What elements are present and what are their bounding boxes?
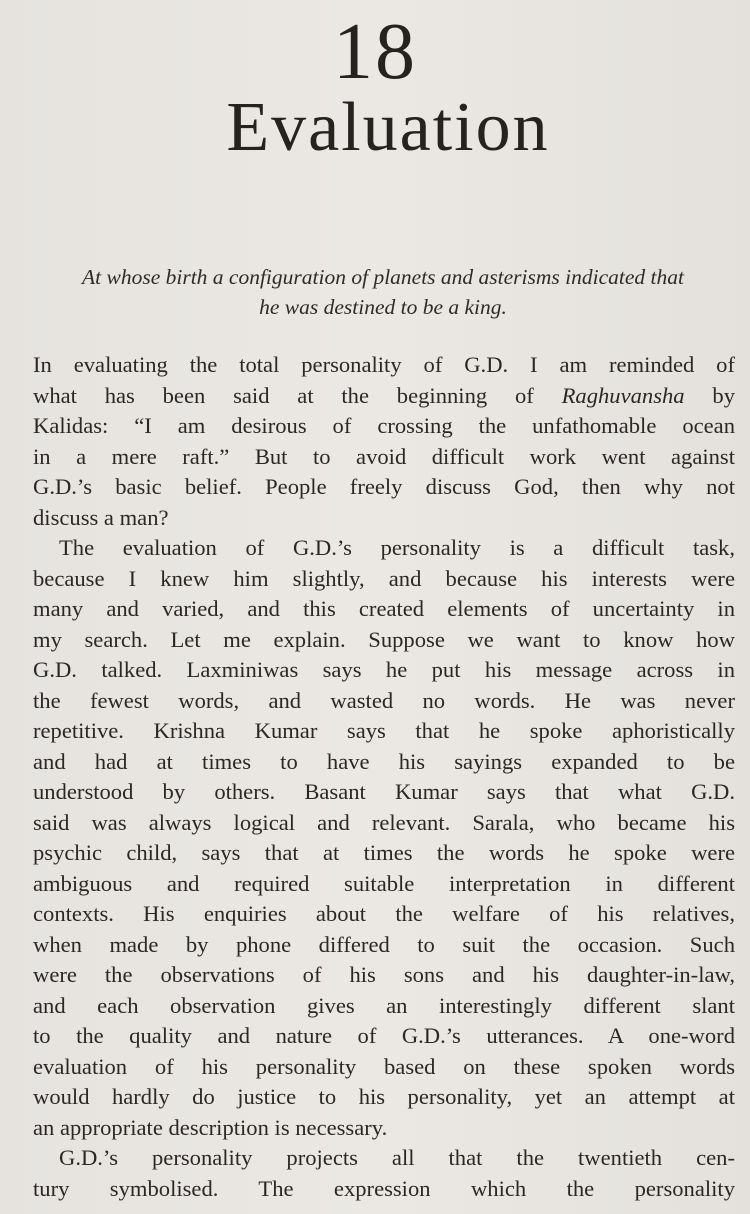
paragraph-2-line: to the quality and nature of G.D.’s utterances. A one-word (33, 1023, 735, 1048)
paragraph-2-line: contexts. His enquiries about the welfare of his relatives, (33, 901, 735, 926)
book-title-italic: Raghuvansha (561, 382, 685, 408)
paragraph-3-line: tury symbolised. The expression which the personality (33, 1175, 735, 1201)
paragraph-2-line: and had at times to have his sayings expanded to be (33, 748, 735, 774)
paragraph-2-line: and each observation gives an interestingly different slant (33, 992, 735, 1018)
body-text (33, 350, 735, 1204)
paragraph-1-line: In evaluating the total personality of G.D. I am reminded of (33, 352, 735, 377)
paragraph-1-line: Kalidas: “I am desirous of crossing the unfathomable ocean (33, 413, 735, 438)
paragraph-2-line: ambiguous and required suitable interpretation in different (33, 870, 735, 896)
chapter-title: Evaluation (226, 89, 550, 166)
paragraph-2-line: would hardly do justice to his personality, yet an attempt at (33, 1084, 735, 1109)
paragraph-2-line: were the observations of his sons and his daughter-in-law, (33, 962, 735, 987)
paragraph-3-line: G.D.’s personality projects all that the twentieth cen- (59, 1145, 735, 1170)
paragraph-2-line: G.D. talked. Laxminiwas says he put his message across in (33, 657, 735, 682)
epigraph-line: he was destined to be a king. (259, 295, 507, 319)
paragraph-2-line: psychic child, says that at times the words he spoke were (33, 840, 735, 865)
chapter-number: 18 (333, 8, 417, 96)
paragraph-1-line (33, 381, 735, 412)
paragraph-2-line: said was always logical and relevant. Sarala, who became his (33, 809, 735, 835)
paragraph-2-line: an appropriate description is necessary. (33, 1114, 388, 1140)
paragraph-2-line: when made by phone differed to suit the occasion. Such (33, 931, 735, 957)
paragraph-1-line: in a mere raft.” But to avoid difficult work went against (33, 443, 735, 469)
paragraph-2-line: my search. Let me explain. Suppose we want to know how (33, 626, 735, 652)
text-run: what has been said at the beginning of (33, 382, 562, 408)
text-run: by (684, 382, 735, 408)
paragraph-2-line: the fewest words, and wasted no words. He was never (33, 687, 735, 713)
epigraph (26, 262, 740, 322)
paragraph-1-line: discuss a man? (33, 504, 169, 530)
paragraph-2-line: The evaluation of G.D.’s personality is a difficult task, (59, 535, 735, 560)
paragraph-1-line: G.D.’s basic belief. People freely discuss God, then why not (33, 474, 735, 499)
epigraph-line: At whose birth a configuration of planets and asterisms indicated that (82, 265, 684, 289)
paragraph-2-line: because I knew him slightly, and because his interests were (33, 565, 735, 591)
paragraph-2-line: understood by others. Basant Kumar says that what G.D. (33, 779, 735, 804)
paragraph-2-line: evaluation of his personality based on these spoken words (33, 1053, 735, 1079)
paragraph-2-line: repetitive. Krishna Kumar says that he spoke aphoristically (33, 718, 735, 743)
paragraph-2-line: many and varied, and this created elements of uncertainty in (33, 596, 735, 621)
